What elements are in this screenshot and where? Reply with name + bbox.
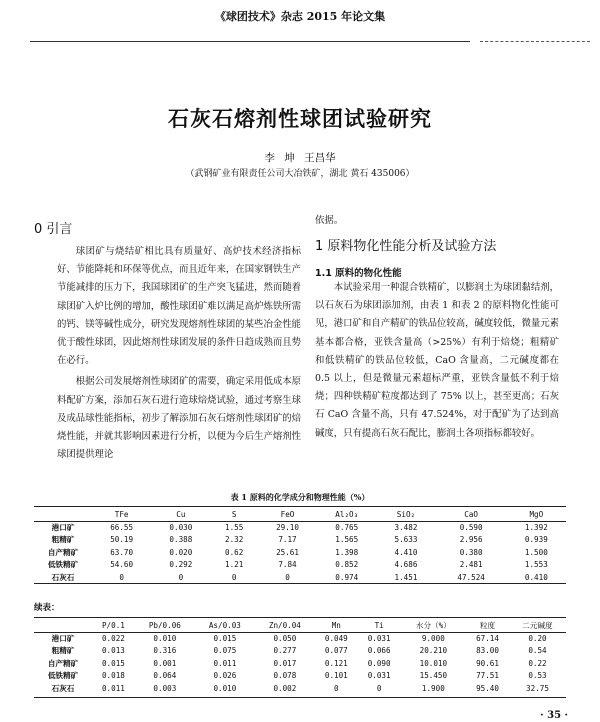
table-cell: 2.32 [225,535,244,545]
table-cell: 1.392 [524,522,548,532]
paper-title: 石灰石熔剂性球团试验研究 [168,106,432,131]
row-label: 石灰石 [51,572,75,582]
table-cell: 0 [334,683,339,693]
table-cell: 0.380 [459,547,483,557]
table1-header-cell: CaO [464,509,478,519]
table-cell: 0.022 [101,633,125,643]
table-cell: 20.210 [419,646,448,656]
table-cell: 4.410 [394,547,418,557]
table-cell: 0.077 [324,646,348,656]
table-cell: 0.018 [101,671,125,681]
table-cell: 0.011 [213,658,237,668]
table-cell: 90.61 [476,658,499,668]
header-dash-rule [480,41,590,42]
table-cell: 25.61 [276,547,299,557]
table-cell: 0.015 [213,633,237,643]
table-cell: 0.015 [101,658,125,668]
table1-header-cell: SiO₂ [396,509,416,519]
table-row [34,657,566,670]
row-label: 低铁精矿 [47,560,79,570]
section1-1-body [315,279,559,443]
table-cell: 77.51 [476,671,499,681]
table-cell: 0.010 [153,633,177,643]
table-cell: 0.026 [213,671,237,681]
section1-1-heading: 1.1 原料的物化性能 [315,268,402,279]
table2-header-cell: Ti [374,620,384,630]
table2-header-cell: Mn [331,620,341,630]
table-cell: 0.003 [153,683,177,693]
table-cell: 0.22 [528,658,547,668]
table1-header-row [34,507,566,521]
table-cell: 1.21 [225,560,244,570]
running-header: 《球团技术》杂志 2015 年论文集 [214,10,386,23]
table2-header-cell: 二元碱度 [522,620,553,630]
page-number: · 35 · [540,710,568,721]
table2-header-cell: Zn/0.04 [268,620,301,630]
table-cell: 0 [285,572,290,582]
table1-header-cell: FeO [280,509,295,519]
table-cell: 0.388 [169,535,193,545]
table-row [34,670,566,683]
table-cell: 0.292 [169,560,193,570]
authors: 李 坤 王昌华 [264,152,336,164]
table-cell: 0.010 [213,683,237,693]
table1-header-cell: Al₂O₃ [335,509,359,519]
table-cell: 83.00 [476,646,499,656]
table1-bottom-rule [34,583,566,584]
table-cell: 0.101 [324,671,348,681]
row-label: 低铁精矿 [47,671,79,681]
table1-header-cell: MgO [529,509,544,519]
table-cell: 50.19 [110,535,134,545]
table-cell: 1.900 [421,683,445,693]
table-cell: 0.939 [524,535,548,545]
table-cell: 0.121 [324,658,348,668]
table-cell: 0.030 [169,522,193,532]
table-cell: 1.553 [524,560,548,570]
table-cell: 0 [119,572,124,582]
table2-bottom-rule [34,697,566,698]
intro-paragraph-2: 根据公司发展熔剂性球团矿的需要，确定采用低成本原料配矿方案，添加石灰石进行造球焙烧试验，通过考察生球及成品球性能指标，初步了解添加石灰石熔剂性球团矿的焙烧性能，并就其影响因素进行分析，以便为今后生产熔剂性球团提供理论 [57,376,301,461]
table-cell: 0.410 [524,572,548,582]
table-cell: 0.049 [324,633,348,643]
table-cell: 7.84 [278,560,297,570]
table-cell: 5.633 [394,535,418,545]
table-cell: 0.064 [153,671,177,681]
table2-header-cell: As/0.03 [208,620,241,630]
table-row [34,682,566,695]
table-cell: 0.066 [367,646,391,656]
section1-heading: 1 原料物化性能分析及试验方法 [315,239,497,254]
table-cell: 0.974 [335,572,359,582]
table-cell: 9.000 [421,633,445,643]
intro-paragraph-1: 球团矿与烧结矿相比具有质量好、高炉技术经济指标好、节能降耗和环保等优点，而且近年来，在国家钢铁生产节能减排的压力下，我国球团矿的生产突飞猛进，然而随着球团矿入炉比例的增加，酸性球团矿难以满足高炉炼铁所需的钙、镁等碱性成分，研究发现熔剂性球团的某些冶金性能优于酸性球团，因此熔剂性球团发展的条件日趋成熟而且势在必行。 [57,246,301,367]
table-cell: 0.765 [335,522,359,532]
table-cell: 0.078 [273,671,297,681]
table2-header-cell [34,618,92,632]
table-cell: 0.031 [367,633,391,643]
table-cell: 0.017 [273,658,297,668]
table-cell: 95.40 [476,683,499,693]
table-cell: 0.53 [528,671,547,681]
row-label: 自产精矿 [47,658,79,668]
table-cell: 0.852 [335,560,359,570]
right-continuation: 依据。 [315,215,344,226]
table2-caption: 续表： [34,603,60,613]
table2-header-row [34,618,566,632]
affiliation: （武钢矿业有限责任公司大冶铁矿，湖北 黄石 435006） [185,169,415,179]
table1-header-cell: S [231,509,237,519]
table-cell: 0.090 [367,658,391,668]
table-cell: 10.010 [419,658,448,668]
table2-header-cell: P/0.1 [101,620,125,630]
table-cell: 3.482 [394,522,418,532]
row-label: 石灰石 [51,683,75,693]
table2 [34,618,566,695]
row-label: 港口矿 [51,633,75,643]
table-cell: 0 [376,683,382,693]
row-label: 港口矿 [51,522,75,532]
table-cell: 2.956 [459,535,483,545]
intro-heading: 0 引言 [34,222,73,237]
table-cell: 63.70 [110,547,134,557]
table1-mid-rule [34,521,566,522]
table-cell: 67.14 [476,633,499,643]
table1-header-cell: TFe [114,509,129,519]
table-cell: 2.481 [459,560,483,570]
header-rule [30,41,470,42]
table-cell: 66.55 [110,522,134,532]
table-cell: 54.60 [110,560,134,570]
table-cell: 0.316 [153,646,177,656]
table2-body [34,632,566,695]
table1-body [34,521,566,584]
table-cell: 0.075 [213,646,237,656]
table-cell: 0.62 [225,547,244,557]
table-cell: 0.011 [101,683,125,693]
table-cell: 0.590 [459,522,483,532]
table-cell: 1.500 [524,547,548,557]
table1-header-cell [34,507,92,521]
table-row [34,521,566,534]
table-cell: 15.450 [419,671,448,681]
table-cell: 0.002 [273,683,297,693]
table-cell: 4.686 [394,560,418,570]
table-cell: 1.565 [335,535,359,545]
table-row [34,534,566,547]
row-label: 粗精矿 [51,646,75,656]
row-label: 自产精矿 [47,547,79,557]
table2-mid-rule [34,632,566,633]
table-row [34,645,566,658]
table1 [34,507,566,584]
table2-header-cell: 水分（%） [415,620,451,630]
table-cell: 7.17 [278,535,297,545]
table-cell: 0.20 [528,633,547,643]
table-cell: 1.451 [394,572,418,582]
table-cell: 0.031 [367,671,391,681]
table-cell: 32.75 [526,683,549,693]
table-cell: 1.398 [335,547,359,557]
table1-caption: 表 1 原料的化学成分和物理性能（%） [230,492,370,502]
section1-1-paragraph: 本试验采用一种混合铁精矿，以膨润土为球团黏结剂，以石灰石为球团添加剂，由表 1 和表 2 的原料物化性能可见，港口矿和自产精矿的铁品位较高，碱度较低，微量元素基本都合格，亚铁含量高（>25%）有利于焙烧；粗精矿和低铁精矿的铁品位较低，CaO 含量高，二元碱度都在 0.5 以上，但是微量元素超标严重，亚铁含量低不利于焙烧；四种铁精矿粒度都达到了 75% 以上，甚至更高；石灰石 CaO 含量不高，只有 47.524%，对于配矿为了达到高碱度，只有提高石灰石配比，膨润土各项指标都较好。 [315,282,559,439]
intro-body [57,243,301,464]
table-row [34,571,566,584]
table-row [34,546,566,559]
row-label: 粗精矿 [51,535,75,545]
table-cell: 0.277 [273,646,297,656]
table-row [34,632,566,645]
table-cell: 0.001 [153,658,177,668]
table2-header-cell: 粒度 [479,620,496,630]
table-cell: 0 [178,572,184,582]
table-cell: 0.013 [101,646,125,656]
table-cell: 0.020 [169,547,193,557]
table-cell: 29.10 [276,522,299,532]
table-cell: 1.55 [225,522,244,532]
table-row [34,559,566,572]
table2-header-cell: Pb/0.06 [148,620,181,630]
table-cell: 47.524 [457,572,485,582]
table-cell: 0 [231,572,237,582]
table-cell: 0.050 [273,633,297,643]
table1-header-cell: Cu [176,509,186,519]
table-cell: 0.54 [528,646,547,656]
